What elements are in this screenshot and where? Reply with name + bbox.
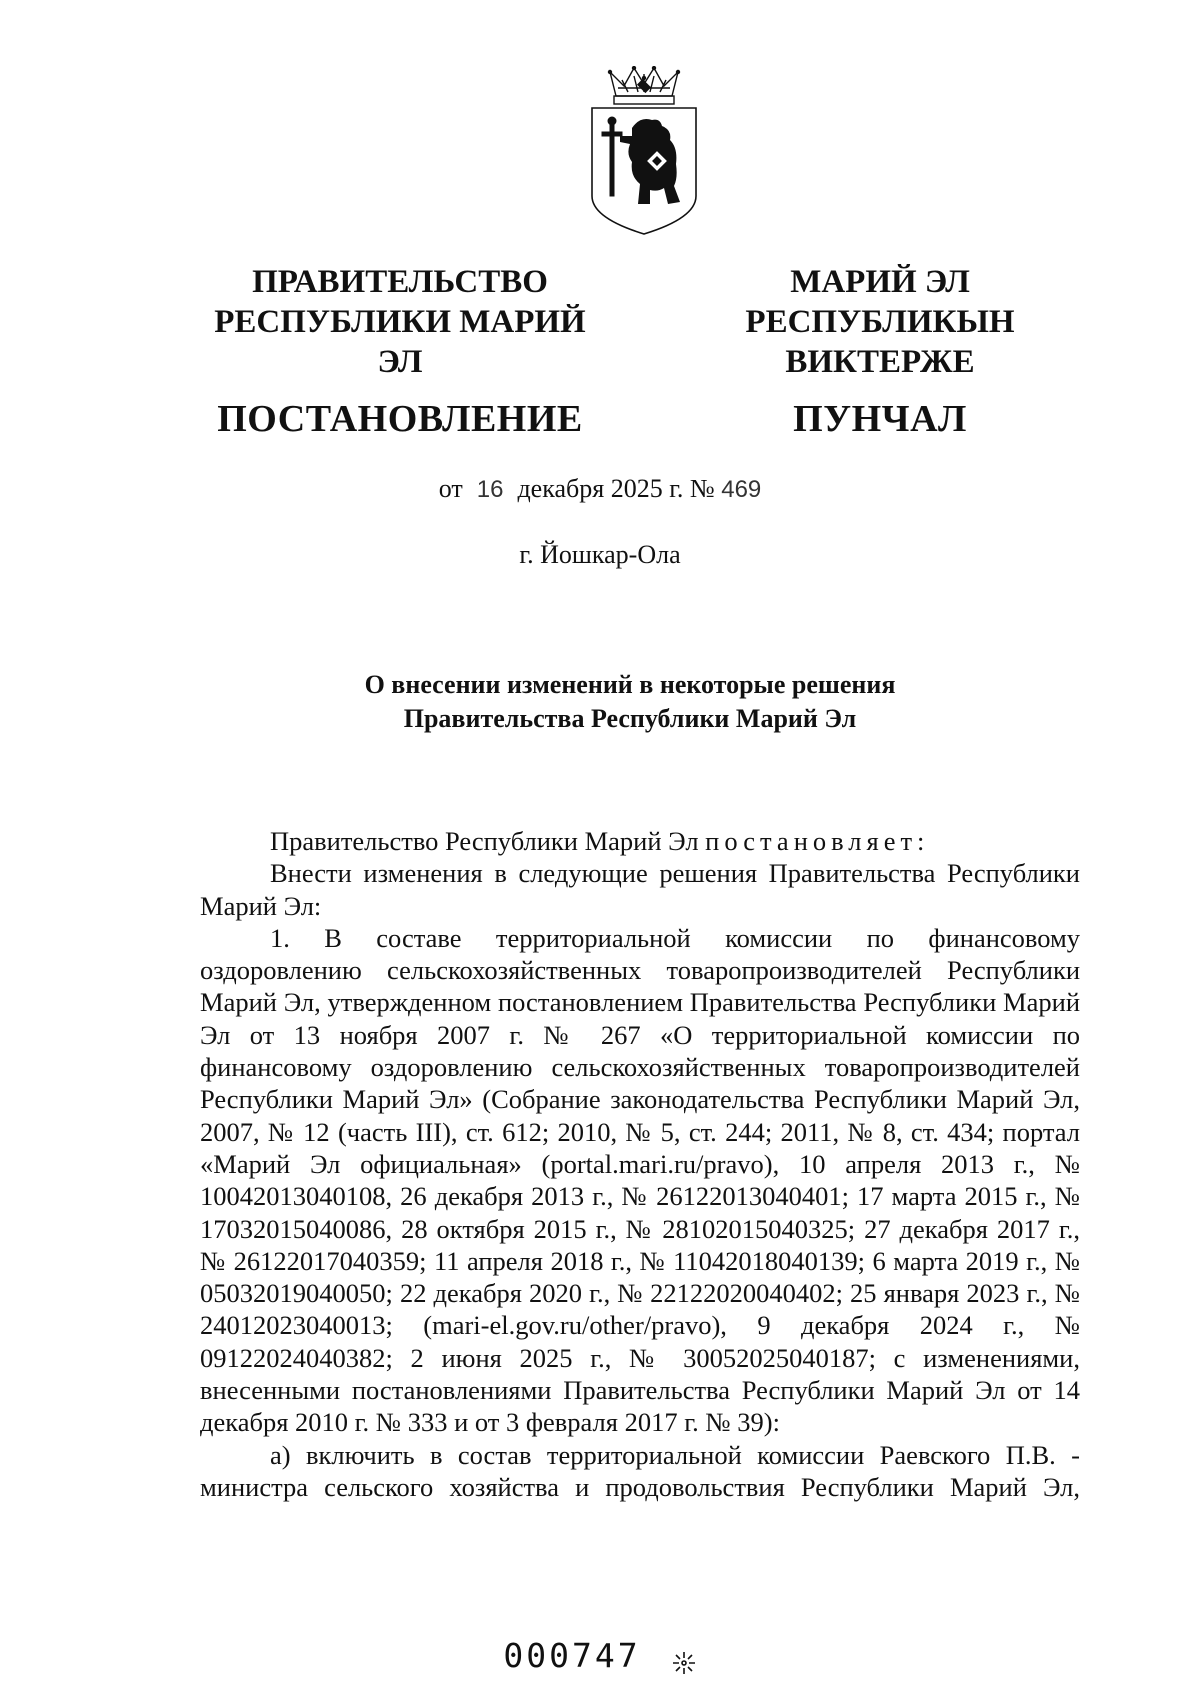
serial-number: 000747	[503, 1636, 641, 1675]
footer	[0, 1636, 1200, 1676]
title-line2: Правительства Республики Марий Эл	[403, 704, 857, 733]
header-right-line1: МАРИЙ ЭЛ РЕСПУБЛИКЫН	[745, 264, 1015, 340]
title-line1: О внесении изменений в некоторые решения	[364, 670, 896, 699]
security-mark-icon	[671, 1650, 697, 1676]
header-right	[660, 262, 1100, 442]
date-line	[0, 472, 1200, 507]
document-title	[200, 668, 1060, 736]
paragraph-2: 1. В составе территориальной комиссии по финансовому оздоровлению сельскохозяйственных товаропроизводителей Республики Марий Эл, утвержденном постановлением Правительства Республики Марий Эл от 13 ноября 2007 г. № 267 «О территориальной комиссии по финансовому оздоровлению сельскохозяйственных товаропроизводителей Республики Марий Эл» (Собрание законодательства Республики Марий Эл, 2007, № 12 (часть III), ст. 612; 2010, № 5, ст. 244; 2011, № 8, ст. 434; портал «Марий Эл официальная» (portal.mari.ru/pravo), 10 апреля 2013 г., № 10042013040108, 26 декабря 2013 г., № 26122013040401; 17 марта 2015 г., № 17032015040086, 28 октября 2015 г., № 28102015040325; 27 декабря 2017 г., № 26122017040359; 11 апреля 2018 г., № 11042018040139; 6 марта 2019 г., № 05032019040050; 22 декабря 2020 г., № 22122020040402; 25 января 2023 г., № 24012023040013; (mari-el.gov.ru/other/pravo), 9 декабря 2024 г., № 09122024040382; 2 июня 2025 г., № 30052025040187; с изменениями, внесенными постановлениями Правительства Республики Марий Эл от 14 декабря 2010 г. № 333 и от 3 февраля 2017 г. № 39):	[200, 922, 1080, 1438]
paragraph-3: а) включить в состав территориальной комиссии Раевского П.В. - министра сельского хозяйства и продовольствия Республики Марий Эл,	[200, 1439, 1080, 1502]
intro-paragraph	[200, 825, 1080, 857]
mari-el-coat-of-arms-icon	[588, 66, 700, 236]
document-body	[200, 825, 1080, 1503]
date-prefix: от	[438, 474, 463, 503]
header-left	[190, 262, 610, 442]
document-number: 469	[721, 476, 762, 503]
intro-text: Правительство Республики Марий Эл	[270, 826, 699, 856]
date-month-year: декабря 2025 г. №	[517, 474, 715, 503]
header-left-line1: ПРАВИТЕЛЬСТВО	[252, 264, 548, 300]
header-right-line2: ВИКТЕРЖЕ	[785, 344, 975, 380]
header-left-line2: РЕСПУБЛИКИ МАРИЙ ЭЛ	[214, 304, 586, 380]
intro-verb: постановляет:	[705, 826, 930, 856]
header-left-doc-type: ПОСТАНОВЛЕНИЕ	[217, 398, 583, 440]
paragraph-1: Внести изменения в следующие решения Правительства Республики Марий Эл:	[200, 858, 1080, 921]
city: г. Йошкар-Ола	[519, 540, 681, 569]
date-day: 16	[476, 476, 504, 503]
header-right-doc-type: ПУНЧАЛ	[793, 398, 967, 440]
